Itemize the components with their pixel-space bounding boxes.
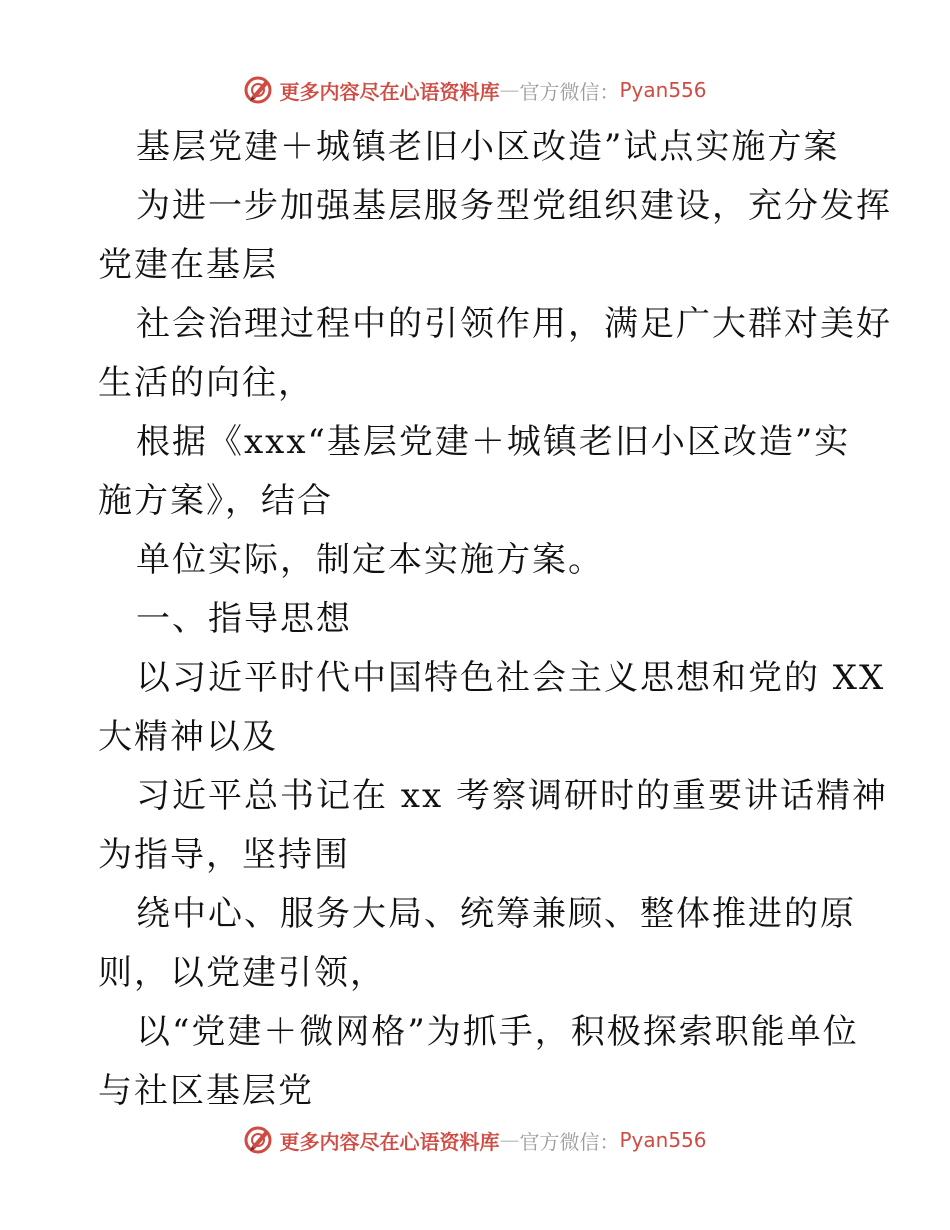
footer-separator: —	[499, 1128, 520, 1152]
header-wechat-id: Pyan556	[619, 78, 707, 102]
doc-line: 为进一步加强基层服务型党组织建设，充分发挥	[136, 186, 892, 226]
doc-title: 基层党建＋城镇老旧小区改造”试点实施方案	[136, 127, 840, 167]
document-body	[98, 118, 892, 1121]
doc-line: 绕中心、服务大局、统筹兼顾、整体推进的原	[136, 894, 856, 934]
footer-banner	[0, 1120, 950, 1160]
footer-wechat-label: 官方微信：	[519, 1129, 620, 1154]
section-heading: 一、指导思想	[136, 599, 352, 639]
header-separator: —	[499, 78, 520, 102]
doc-line: 大精神以及	[98, 717, 278, 757]
doc-line: 则，以党建引领，	[98, 953, 386, 993]
doc-line: 以习近平时代中国特色社会主义思想和党的 XX	[136, 658, 886, 698]
doc-line: 为指导，坚持围	[98, 835, 350, 875]
doc-line: 党建在基层	[98, 245, 278, 285]
doc-line: 施方案》，结合	[98, 481, 333, 521]
doc-line: 根据《xxx“基层党建＋城镇老旧小区改造”实	[136, 422, 851, 462]
doc-line: 习近平总书记在 xx 考察调研时的重要讲话精神	[136, 776, 888, 816]
header-wechat-label: 官方微信：	[519, 79, 620, 104]
doc-line: 社会治理过程中的引领作用，满足广大群对美好	[136, 304, 892, 344]
doc-line: 与社区基层党	[98, 1071, 314, 1111]
pen-logo-icon	[243, 1125, 273, 1155]
header-banner	[0, 70, 950, 110]
doc-line: 以“党建＋微网格”为抓手，积极探索职能单位	[136, 1012, 859, 1052]
footer-brand-text: 更多内容尽在心语资料库	[279, 1129, 500, 1154]
header-brand-text: 更多内容尽在心语资料库	[279, 79, 500, 104]
pen-logo-icon	[243, 75, 273, 105]
doc-line: 生活的向往，	[98, 363, 314, 403]
doc-line: 单位实际，制定本实施方案。	[136, 540, 604, 580]
footer-wechat-id: Pyan556	[619, 1128, 707, 1152]
